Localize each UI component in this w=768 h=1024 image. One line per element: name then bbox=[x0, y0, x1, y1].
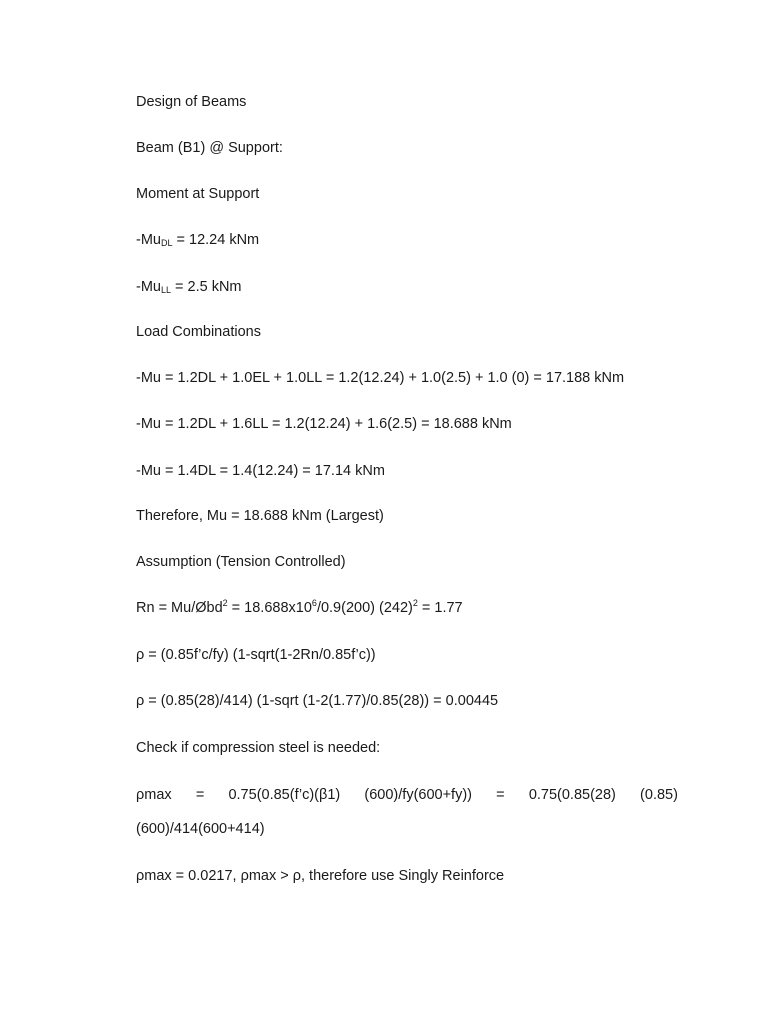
rhomax-token: (600)/fy(600+fy)) bbox=[364, 787, 472, 803]
rn-part-d: = 1.77 bbox=[417, 600, 463, 616]
rn-sup-1: 2 bbox=[222, 598, 228, 608]
mu-dl-line bbox=[136, 231, 259, 249]
rho-formula: ρ = (0.85f’c/fy) (1-sqrt(1-2Rn/0.85f’c)) bbox=[136, 647, 376, 663]
check-line: Check if compression steel is needed: bbox=[136, 740, 381, 756]
moment-heading: Moment at Support bbox=[136, 186, 260, 202]
rho-value: ρ = (0.85(28)/414) (1-sqrt (1-2(1.77)/0.85(28)) = 0.00445 bbox=[136, 693, 499, 709]
mu-ll-line bbox=[136, 278, 242, 296]
combo-2: -Mu = 1.2DL + 1.6LL = 1.2(12.24) + 1.6(2.5) = 18.688 kNm bbox=[136, 416, 512, 432]
combo-1: -Mu = 1.2DL + 1.0EL + 1.0LL = 1.2(12.24) + 1.0(2.5) + 1.0 (0) = 17.188 kNm bbox=[136, 370, 625, 386]
rn-part-a: Rn = Mu/Øbd bbox=[136, 600, 223, 616]
rhomax-continuation: (600)/414(600+414) bbox=[136, 821, 265, 837]
rn-sup-2: 6 bbox=[311, 598, 317, 608]
rn-line bbox=[136, 599, 463, 617]
assumption-line: Assumption (Tension Controlled) bbox=[136, 554, 346, 570]
rn-part-c: /0.9(200) (242) bbox=[316, 600, 413, 616]
mu-dl-value: = 12.24 kNm bbox=[172, 232, 260, 248]
beam-label: Beam (B1) @ Support: bbox=[136, 140, 283, 156]
mu-dl-symbol: -Mu bbox=[136, 232, 161, 248]
therefore-line: Therefore, Mu = 18.688 kNm (Largest) bbox=[136, 508, 384, 524]
rn-part-b: = 18.688x10 bbox=[227, 600, 312, 616]
doc-title: Design of Beams bbox=[136, 94, 247, 110]
mu-ll-subscript: LL bbox=[160, 285, 171, 295]
rn-sup-3: 2 bbox=[412, 598, 418, 608]
mu-dl-subscript: DL bbox=[160, 238, 173, 248]
rhomax-token: 0.75(0.85(f’c)(β1) bbox=[228, 787, 341, 803]
rhomax-token: = bbox=[195, 787, 205, 803]
combo-3: -Mu = 1.4DL = 1.4(12.24) = 17.14 kNm bbox=[136, 463, 385, 479]
rhomax-equation bbox=[136, 786, 678, 804]
load-heading: Load Combinations bbox=[136, 324, 261, 340]
rhomax-token: (0.85) bbox=[640, 787, 678, 803]
rhomax-token: 0.75(0.85(28) bbox=[528, 787, 616, 803]
rhomax-token: ρmax bbox=[136, 787, 172, 803]
mu-ll-symbol: -Mu bbox=[136, 279, 161, 295]
rhomax-token: = bbox=[496, 787, 505, 803]
mu-ll-value: = 2.5 kNm bbox=[171, 279, 242, 295]
conclusion-line: ρmax = 0.0217, ρmax > ρ, therefore use Singly Reinforce bbox=[136, 868, 505, 884]
